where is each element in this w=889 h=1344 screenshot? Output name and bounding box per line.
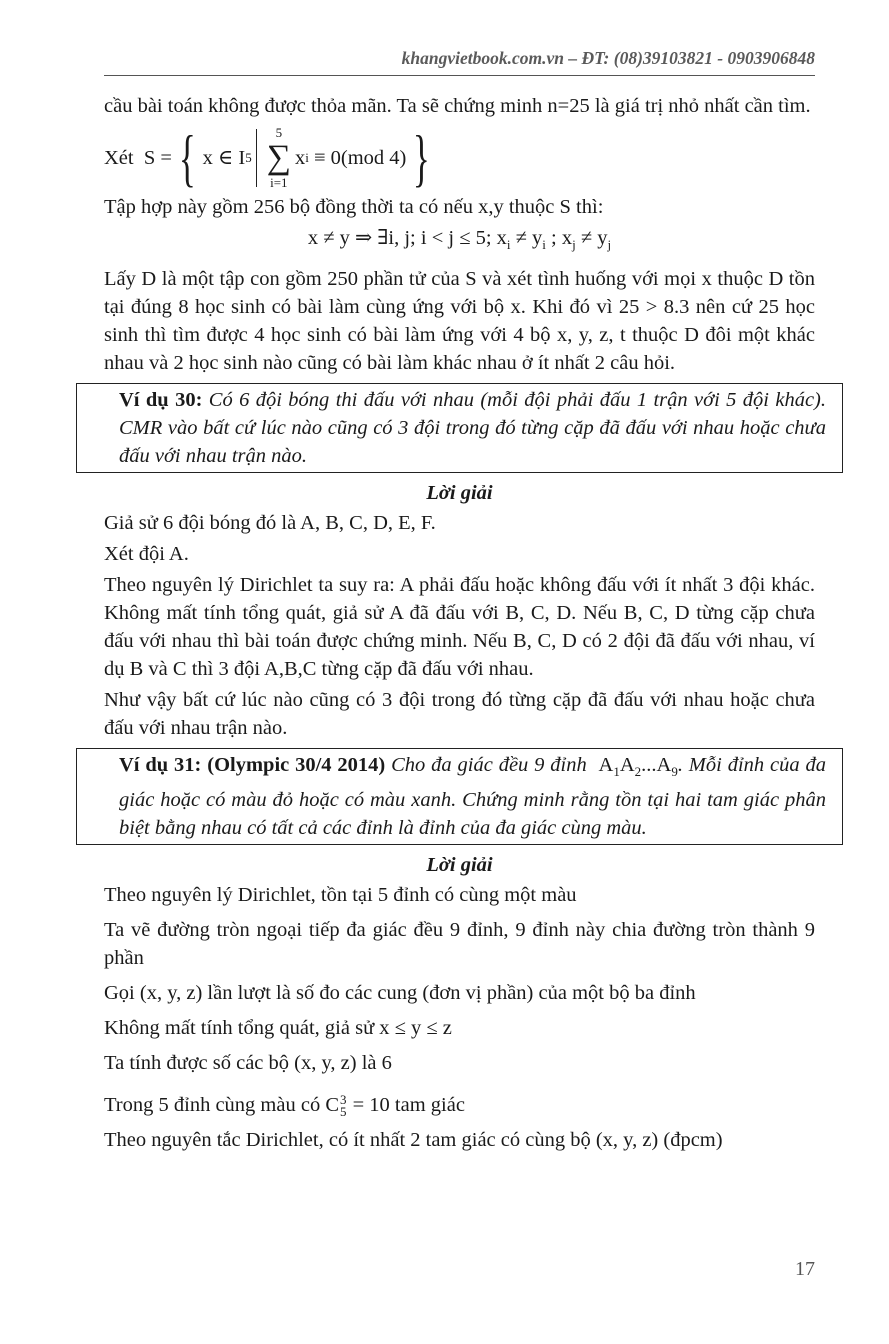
combination-k: 3 [340, 1092, 347, 1108]
solution-31-line: Theo nguyên lý Dirichlet, tồn tại 5 đỉnh có cùng một màu [104, 884, 577, 907]
paragraph-set-size: Tập hợp này gồm 256 bộ đồng thời ta có nếu x,y thuộc S thì: [104, 196, 604, 218]
example-30-box [76, 383, 843, 473]
page-content [104, 92, 827, 1161]
implication-part: ≠ y [575, 227, 608, 249]
sum-symbol: ∑ [266, 139, 291, 176]
solution-31-title: Lời giải [426, 854, 493, 877]
combination-indices [340, 1094, 347, 1118]
poly-sub: 2 [634, 764, 642, 780]
paragraph-subset-argument: Lấy D là một tập con gồm 250 phần tử của S và xét tình huống với mọi x thuộc D tồn tại đúng 8 học sinh có bài làm cùng ứng với bộ x. Khi đó vì 25 > 8.3 nên cứ 25 học sinh thì tìm được 4 học sinh có bài làm ứng với 4 bộ x, y, z, t thuộc D đôi một khác nhau và 2 học sinh nào cũng có bài làm khác nhau ở ít nhất 2 câu hỏi. [104, 268, 815, 375]
set-definition [104, 123, 815, 193]
example-31-label: Ví dụ 31: (Olympic 30/4 2014) [119, 754, 386, 777]
header-rule [104, 75, 815, 76]
solution-31-combination-line [104, 1091, 815, 1119]
implication-sub: j [572, 237, 576, 253]
sum-lower-limit: i=1 [270, 175, 288, 190]
solution-30-line: Giả sử 6 đội bóng đó là A, B, C, D, E, F. [104, 512, 436, 535]
poly-letter: A [619, 754, 635, 777]
right-brace: } [413, 122, 431, 193]
set-element: x ∈ I [202, 147, 246, 169]
paragraph-intro: cầu bài toán không được thỏa mãn. Ta sẽ chứng minh n=25 là giá trị nhỏ nhất cần tìm. [104, 95, 811, 117]
example-31-statement-a: Cho đa giác đều 9 đỉnh [391, 754, 587, 777]
example-30-label: Ví dụ 30: [119, 389, 203, 412]
combination-result: = 10 tam giác [347, 1094, 465, 1117]
implication-part: x ≠ y ⇒ ∃i, j; i < j ≤ 5; x [307, 227, 507, 249]
poly-sub: 1 [613, 764, 620, 780]
combination-text: Trong 5 đỉnh cùng màu có C [104, 1094, 339, 1117]
implication-formula [104, 224, 815, 259]
page-number: 17 [795, 1258, 815, 1280]
implication-sub: i [506, 237, 511, 253]
solution-31-line: Không mất tính tổng quát, giả sử x ≤ y ≤ z [104, 1017, 452, 1040]
summation [267, 125, 291, 191]
sum-term: x [294, 147, 306, 169]
implication-sub: i [542, 237, 546, 253]
set-separator [256, 129, 257, 187]
solution-30-line: Như vậy bất cứ lúc nào cũng có 3 đội trong đó từng cặp đã đấu với nhau hoặc chưa đấu với nhau trận nào. [104, 689, 815, 740]
example-31-box [76, 748, 843, 845]
solution-30-title: Lời giải [426, 482, 493, 505]
set-prefix: Xét [104, 147, 134, 169]
combination-n: 5 [340, 1104, 347, 1120]
poly-letter: A [598, 754, 614, 777]
left-brace: { [178, 122, 196, 193]
set-lhs: S = [143, 147, 172, 169]
sum-term-index: i [305, 150, 309, 165]
implication-part: ≠ y [510, 227, 543, 249]
solution-31-line: Ta tính được số các bộ (x, y, z) là 6 [104, 1052, 392, 1075]
solution-31-line: Ta vẽ đường tròn ngoại tiếp đa giác đều 9 đỉnh, 9 đỉnh này chia đường tròn thành 9 phần [104, 919, 815, 970]
example-30-statement: Có 6 đội bóng thi đấu với nhau (mỗi đội phải đấu 1 trận với 5 đội khác). CMR vào bất cứ lúc nào cũng có 3 đội trong đó từng cặp đã đấu với nhau hoặc chưa đấu với nhau trận nào. [119, 389, 827, 468]
polygon-notation [593, 754, 678, 780]
set-condition: ≡ 0(mod 4) [313, 147, 407, 169]
solution-31-line: Gọi (x, y, z) lần lượt là số đo các cung (đơn vị phần) của một bộ ba đỉnh [104, 982, 696, 1005]
solution-31-conclusion: Theo nguyên tắc Dirichlet, có ít nhất 2 tam giác có cùng bộ (x, y, z) (đpcm) [104, 1129, 723, 1152]
implication-sub: j [607, 237, 612, 253]
implication-part: ; x [545, 227, 573, 249]
poly-letter: ...A [641, 754, 672, 777]
page-header: khangvietbook.com.vn – ĐT: (08)39103821 - 0903906848 [401, 48, 815, 68]
poly-sub: 9 [671, 764, 678, 780]
sum-upper-limit: 5 [275, 125, 283, 140]
solution-30-line: Theo nguyên lý Dirichlet ta suy ra: A phải đấu hoặc không đấu với ít nhất 3 đội khác. Không mất tính tổng quát, giả sử A đã đấu với B, C, D. Nếu B, C, D từng cặp chưa đấu với nhau thì bài toán được chứng minh. Nếu B, C, D có 2 đội đã đấu với nhau, ví dụ B và C thì 3 đội A,B,C từng cặp đã đấu với nhau. [104, 574, 815, 681]
example-31-statement-b: . Mỗi đỉnh của đa giác hoặc có màu đỏ hoặc có màu xanh. Chứng minh rằng tồn tại hai tam giác phân biệt bằng nhau có tất cả các đỉnh là đỉnh của đa giác cùng màu. [119, 754, 826, 840]
solution-30-line: Xét đội A. [104, 543, 189, 566]
set-element-exponent: 5 [245, 150, 252, 165]
